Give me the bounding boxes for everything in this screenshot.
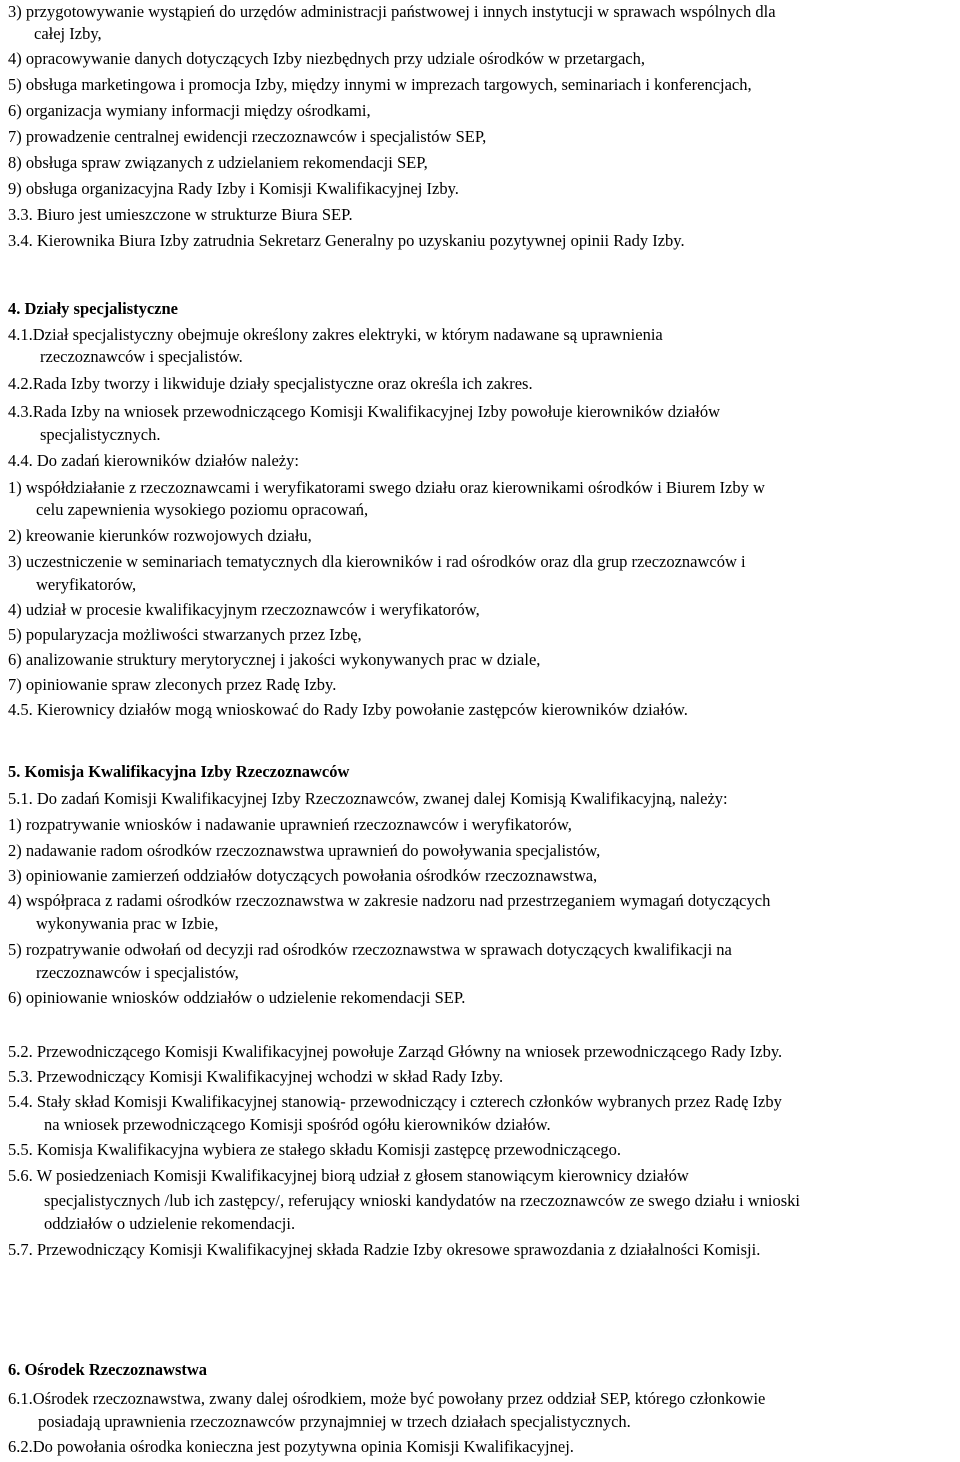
paragraph-continuation: rzeczoznawców i specjalistów. xyxy=(40,347,243,366)
list-item-continuation: celu zapewnienia wysokiego poziomu opracowań, xyxy=(36,500,369,519)
paragraph: 5.2. Przewodniczącego Komisji Kwalifikacyjnej powołuje Zarząd Główny na wniosek przewodniczącego Rady Izby. xyxy=(8,1042,783,1061)
section-heading: 5. Komisja Kwalifikacyjna Izby Rzeczoznawców xyxy=(8,762,350,781)
section-heading: 6. Ośrodek Rzeczoznawstwa xyxy=(8,1360,208,1379)
list-item: 1) rozpatrywanie wniosków i nadawanie uprawnień rzeczoznawców i weryfikatorów, xyxy=(8,815,572,834)
paragraph: 5.7. Przewodniczący Komisji Kwalifikacyjnej składa Radzie Izby okresowe sprawozdania z działalności Komisji. xyxy=(8,1240,761,1259)
paragraph: 5.1. Do zadań Komisji Kwalifikacyjnej Izby Rzeczoznawców, zwanej dalej Komisją Kwalifikacyjną, należy: xyxy=(8,789,728,808)
paragraph: 3.4. Kierownika Biura Izby zatrudnia Sekretarz Generalny po uzyskaniu pozytywnej opinii Rady Izby. xyxy=(8,231,685,250)
paragraph: 5.3. Przewodniczący Komisji Kwalifikacyjnej wchodzi w skład Rady Izby. xyxy=(8,1067,504,1086)
paragraph: 4.2.Rada Izby tworzy i likwiduje działy specjalistyczne oraz określa ich zakres. xyxy=(8,374,533,393)
list-item: 7) prowadzenie centralnej ewidencji rzeczoznawców i specjalistów SEP, xyxy=(8,127,487,146)
list-item-continuation: wykonywania prac w Izbie, xyxy=(36,914,219,933)
paragraph: 4.3.Rada Izby na wniosek przewodniczącego Komisji Kwalifikacyjnej Izby powołuje kierowników działów xyxy=(8,402,721,421)
paragraph: 3.3. Biuro jest umieszczone w strukturze Biura SEP. xyxy=(8,205,353,224)
list-item: 9) obsługa organizacyjna Rady Izby i Komisji Kwalifikacyjnej Izby. xyxy=(8,179,459,198)
paragraph: 4.5. Kierownicy działów mogą wnioskować do Rady Izby powołanie zastępców kierowników działów. xyxy=(8,700,688,719)
list-item: 4) udział w procesie kwalifikacyjnym rzeczoznawców i weryfikatorów, xyxy=(8,600,480,619)
paragraph: 5.4. Stały skład Komisji Kwalifikacyjnej stanowią- przewodniczący i czterech członków wybranych przez Radę Izby xyxy=(8,1092,782,1111)
section-heading: 4. Działy specjalistyczne xyxy=(8,299,179,318)
paragraph: 6.2.Do powołania ośrodka konieczna jest pozytywna opinia Komisji Kwalifikacyjnej. xyxy=(8,1437,574,1456)
list-item: 5) rozpatrywanie odwołań od decyzji rad ośrodków rzeczoznawstwa w sprawach dotyczących kwalifikacji na xyxy=(8,940,732,959)
list-item: 6) analizowanie struktury merytorycznej i jakości wykonywanych prac w dziale, xyxy=(8,650,541,669)
list-item: 8) obsługa spraw związanych z udzielaniem rekomendacji SEP, xyxy=(8,153,428,172)
list-item: 7) opiniowanie spraw zleconych przez Radę Izby. xyxy=(8,675,337,694)
list-item: 5) popularyzacja możliwości stwarzanych przez Izbę, xyxy=(8,625,362,644)
list-item: 1) współdziałanie z rzeczoznawcami i weryfikatorami swego działu oraz kierownikami ośrodków i Biurem Izby w xyxy=(8,478,765,497)
list-item: 3) uczestniczenie w seminariach tematycznych dla kierowników i rad ośrodków oraz dla grup rzeczoznawców i xyxy=(8,552,746,571)
paragraph-continuation: specjalistycznych. xyxy=(40,425,161,444)
paragraph: 6.1.Ośrodek rzeczoznawstwa, zwany dalej ośrodkiem, może być powołany przez oddział SEP, którego członkowie xyxy=(8,1389,766,1408)
paragraph: 4.4. Do zadań kierowników działów należy: xyxy=(8,451,299,470)
list-item: 2) kreowanie kierunków rozwojowych działu, xyxy=(8,526,312,545)
list-item: 6) organizacja wymiany informacji między ośrodkami, xyxy=(8,101,371,120)
paragraph-continuation: na wniosek przewodniczącego Komisji spośród ogółu kierowników działów. xyxy=(44,1115,551,1134)
paragraph-continuation: specjalistycznych /lub ich zastępcy/, referujący wnioski kandydatów na rzeczoznawców ze swego działu i wnioski xyxy=(44,1191,800,1210)
list-item: 3) opiniowanie zamierzeń oddziałów dotyczących powołania ośrodków rzeczoznawstwa, xyxy=(8,866,598,885)
list-item: 5) obsługa marketingowa i promocja Izby, między innymi w imprezach targowych, seminariach i konferencjach, xyxy=(8,75,752,94)
paragraph-continuation: posiadają uprawnienia rzeczoznawców przynajmniej w trzech działach specjalistycznych. xyxy=(38,1412,631,1431)
paragraph: 5.6. W posiedzeniach Komisji Kwalifikacyjnej biorą udział z głosem stanowiącym kierownicy działów xyxy=(8,1166,689,1185)
list-item-continuation: weryfikatorów, xyxy=(36,575,137,594)
list-item: 6) opiniowanie wniosków oddziałów o udzielenie rekomendacji SEP. xyxy=(8,988,466,1007)
paragraph: 4.1.Dział specjalistyczny obejmuje określony zakres elektryki, w którym nadawane są uprawnienia xyxy=(8,325,663,344)
list-item: 3) przygotowywanie wystąpień do urzędów administracji państwowej i innych instytucji w sprawach wspólnych dla xyxy=(8,2,776,21)
list-item: 4) opracowywanie danych dotyczących Izby niezbędnych przy udziale ośrodków w przetargach, xyxy=(8,49,645,68)
list-item: 4) współpraca z radami ośrodków rzeczoznawstwa w zakresie nadzoru nad przestrzeganiem wymagań dotyczących xyxy=(8,891,771,910)
paragraph: 5.5. Komisja Kwalifikacyjna wybiera ze stałego składu Komisji zastępcę przewodniczącego. xyxy=(8,1140,622,1159)
list-item-continuation: całej Izby, xyxy=(34,24,102,43)
paragraph-continuation: oddziałów o udzielenie rekomendacji. xyxy=(44,1214,296,1233)
list-item-continuation: rzeczoznawców i specjalistów, xyxy=(36,963,239,982)
list-item: 2) nadawanie radom ośrodków rzeczoznawstwa uprawnień do powoływania specjalistów, xyxy=(8,841,601,860)
